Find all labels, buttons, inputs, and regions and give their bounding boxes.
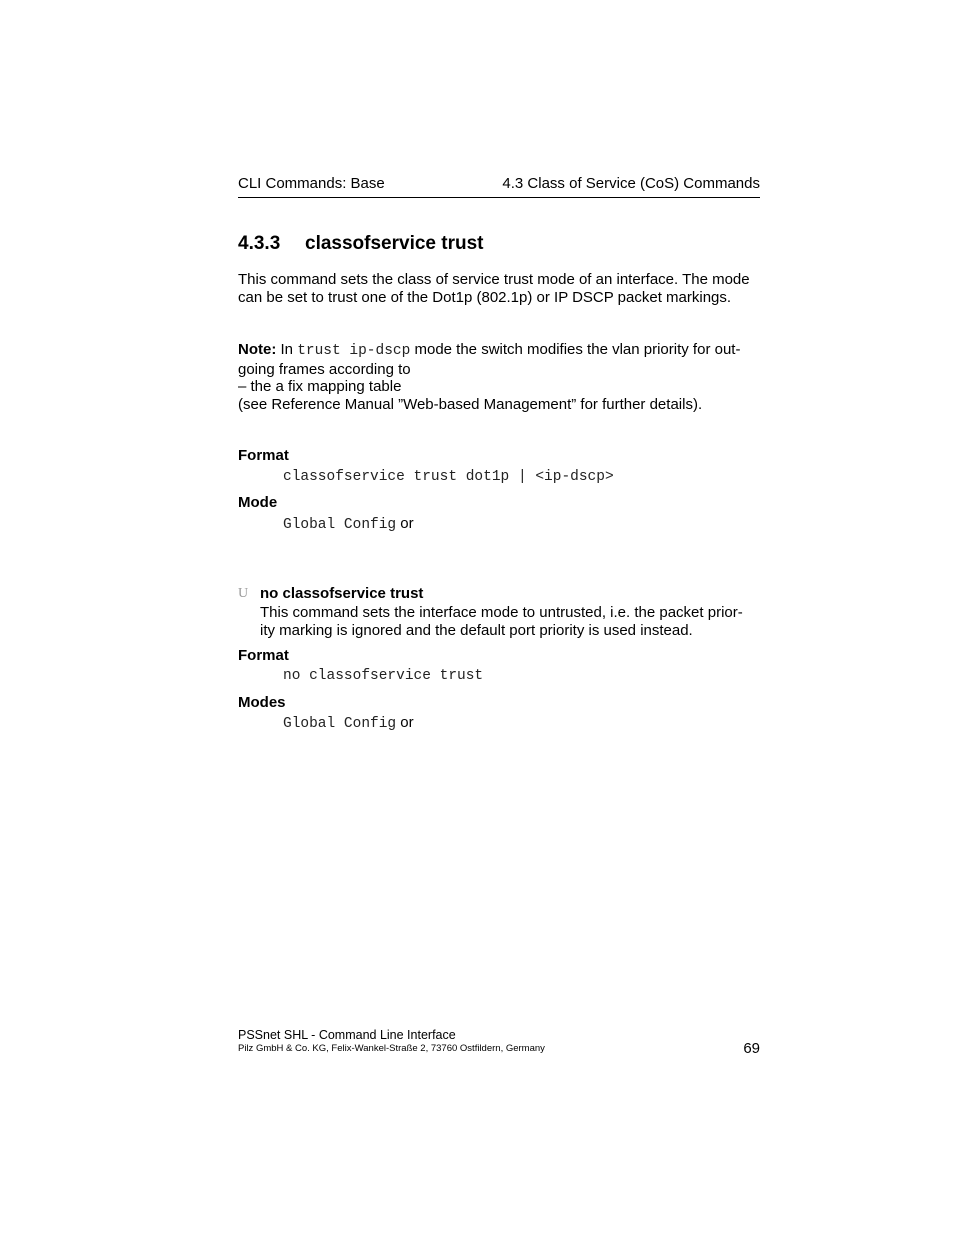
intro-line-1: This command sets the class of service trust mode of an interface. The mode xyxy=(238,271,750,288)
intro-line-2: can be set to trust one of the Dot1p (802.1p) or IP DSCP packet markings. xyxy=(238,288,732,306)
page-number: 69 xyxy=(743,1040,760,1057)
mode-label: Mode xyxy=(238,494,278,511)
note-line-2: going frames according to xyxy=(238,360,411,378)
mode-suffix: or xyxy=(396,515,414,532)
bullet-marker: U xyxy=(238,586,249,601)
modes-code-line xyxy=(283,714,414,732)
format-label: Format xyxy=(238,447,289,464)
section-number: 4.3.3 xyxy=(238,233,281,254)
format-code-2: no classofservice trust xyxy=(283,668,484,684)
mode-code-line xyxy=(283,515,414,533)
no-command-description xyxy=(260,604,762,639)
note-label: Note: xyxy=(238,341,277,358)
footer-address: Pilz GmbH & Co. KG, Felix-Wankel-Straße 2, 73760 Ostfildern, Germany xyxy=(238,1043,545,1054)
running-header-left: CLI Commands: Base xyxy=(238,175,385,192)
no-command-line-2: ity marking is ignored and the default port priority is used instead. xyxy=(260,621,693,639)
modes-suffix: or xyxy=(396,714,414,731)
modes-code: Global Config xyxy=(283,716,397,732)
running-header-right: 4.3 Class of Service (CoS) Commands xyxy=(502,175,760,192)
note-in: In xyxy=(276,341,298,358)
no-command-title: no classofservice trust xyxy=(260,585,424,602)
note-line-1-rest: mode the switch modifies the vlan priority for out- xyxy=(410,341,741,358)
intro-paragraph xyxy=(238,271,762,306)
note-code: trust ip-dscp xyxy=(297,343,411,359)
modes-label: Modes xyxy=(238,694,286,711)
note-line-4: (see Reference Manual ”Web-based Management” for further details). xyxy=(238,395,703,413)
section-heading xyxy=(238,233,484,255)
note-line-1 xyxy=(238,341,762,361)
mode-code: Global Config xyxy=(283,517,397,533)
section-title: classofservice trust xyxy=(305,233,484,254)
footer-title: PSSnet SHL - Command Line Interface xyxy=(238,1028,456,1042)
format-label-2: Format xyxy=(238,647,289,664)
no-command-line-1: This command sets the interface mode to untrusted, i.e. the packet prior- xyxy=(260,604,743,621)
format-code: classofservice trust dot1p | <ip-dscp> xyxy=(283,469,614,485)
note-line-3: – the a fix mapping table xyxy=(238,378,402,395)
header-rule xyxy=(238,197,760,198)
note-paragraph xyxy=(238,341,762,413)
